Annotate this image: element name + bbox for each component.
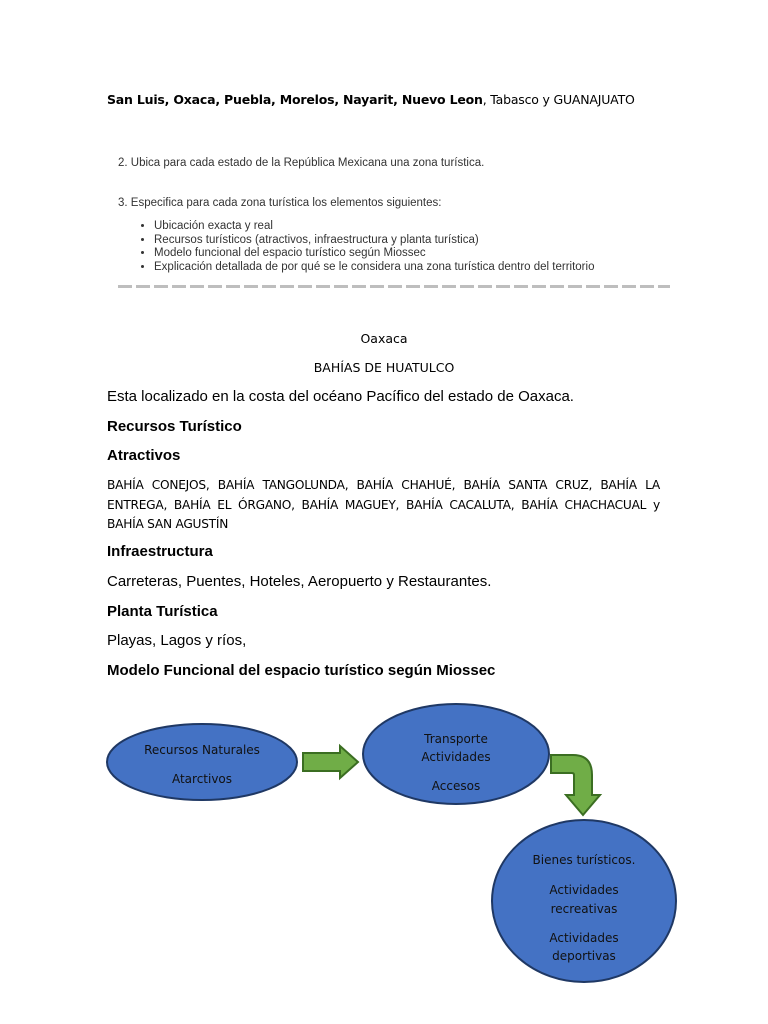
zone-title: BAHÍAS DE HUATULCO	[313, 360, 455, 375]
states-line	[107, 92, 635, 107]
node-bienes-line-1: Bienes turísticos.	[532, 853, 636, 867]
node-bienes-line-3: recreativas	[550, 902, 618, 916]
node-recursos-line-1: Recursos Naturales	[144, 743, 260, 757]
question-3: 3. Especifica para cada zona turística los elementos siguientes:	[118, 197, 442, 209]
node-transporte-line-3: Accesos	[431, 779, 481, 793]
list-item: • Ubicación exacta y real	[154, 220, 594, 234]
node-bienes-line-2: Actividades	[549, 883, 619, 897]
planta-text: Playas, Lagos y ríos,	[107, 632, 247, 649]
atractivos-heading: Atractivos	[107, 447, 181, 464]
location-text: Esta localizado en la costa del océano Pacífico del estado de Oaxaca.	[107, 388, 574, 405]
arrow-down	[551, 755, 600, 815]
question-2: 2. Ubica para cada estado de la República Mexicana una zona turística.	[118, 157, 485, 169]
atractivos-text: BAHÍA CONEJOS, BAHÍA TANGOLUNDA, BAHÍA CHAHUÉ, BAHÍA SANTA CRUZ, BAHÍA LA ENTREGA, BAHÍA EL ÓRGANO, BAHÍA MAGUEY, BAHÍA CACALUTA, BAHÍA CHACHACUAL y BAHÍA SAN AGUSTÍN	[107, 478, 660, 531]
states-normal: , Tabasco y GUANAJUATO	[482, 92, 635, 107]
list-item: • Modelo funcional del espacio turístico según Miossec	[154, 247, 594, 261]
cropped-text-line	[118, 283, 670, 289]
infraestructura-text: Carreteras, Puentes, Hoteles, Aeropuerto y Restaurantes.	[107, 573, 492, 590]
node-recursos-line-2: Atarctivos	[171, 772, 233, 786]
list-item: • Recursos turísticos (atractivos, infraestructura y planta turística)	[154, 234, 594, 248]
states-bold: San Luis, Oxaca, Puebla, Morelos, Nayarit, Nuevo Leon	[107, 92, 483, 107]
state-title: Oaxaca	[360, 331, 408, 346]
list-item: • Explicación detallada de por qué se le considera una zona turística dentro del territorio	[154, 261, 594, 275]
arrow-right	[303, 746, 358, 778]
miossec-diagram	[0, 690, 768, 1000]
requirements-list	[136, 220, 594, 274]
node-transporte-line-1: Transporte	[424, 732, 488, 746]
node-recursos	[107, 724, 297, 800]
node-transporte-line-2: Actividades	[421, 750, 491, 764]
modelo-heading: Modelo Funcional del espacio turístico según Miossec	[107, 662, 496, 679]
planta-heading: Planta Turística	[107, 603, 218, 620]
node-bienes-line-5: deportivas	[552, 949, 616, 963]
infraestructura-heading: Infraestructura	[107, 543, 213, 560]
recursos-heading: Recursos Turístico	[107, 418, 242, 435]
node-bienes-line-4: Actividades	[549, 931, 619, 945]
